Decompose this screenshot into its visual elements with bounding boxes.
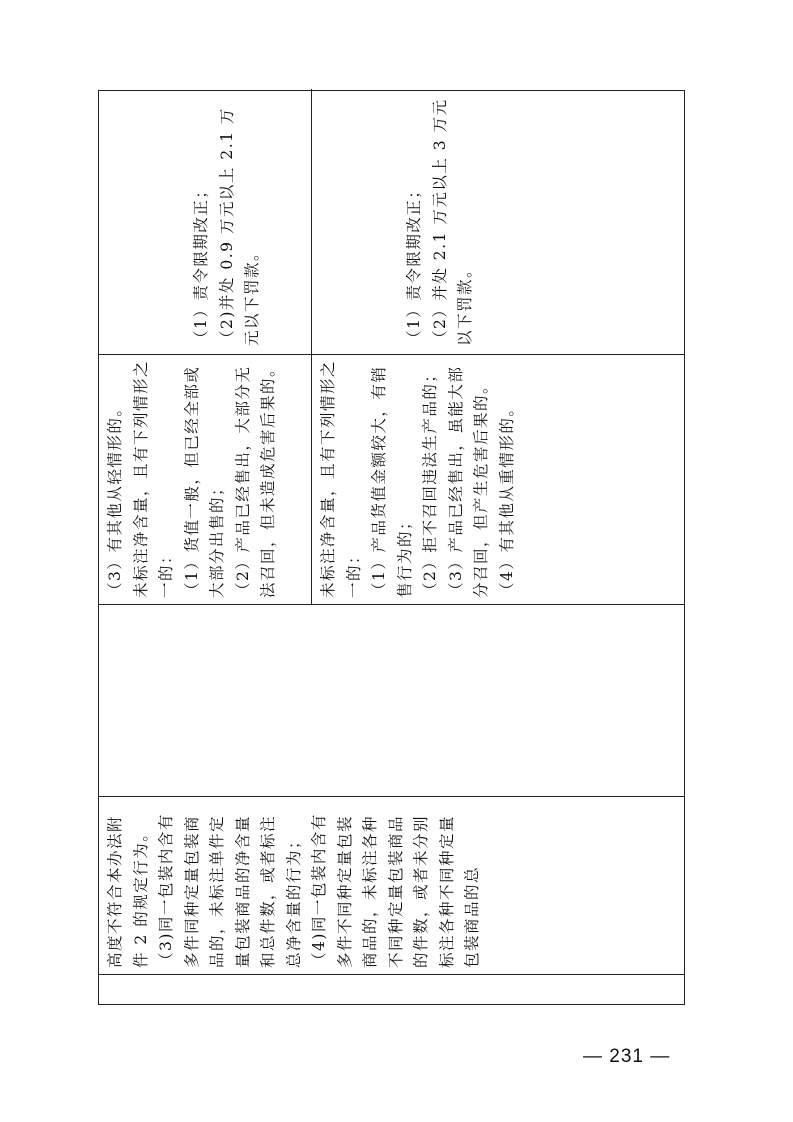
circumstances-text-2: 未标注净含量，且有下列情形之一的： （1）产品货值金额较大，有销售行为的； （2）拒不召回违法生产品的； （3）产品已经售出，虽能大部分召回，但产生危害后果的。 （4）有其他从重情形的。 [319, 359, 516, 598]
penalty-row-light [99, 89, 312, 354]
penalty-text-1: （1）责令限期改正； （2)并处 0.9 万元以上 2.1 万元以下罚款。 [192, 107, 261, 346]
column-penalty [99, 89, 684, 354]
circumstances-row-light [99, 355, 312, 604]
circumstances-row-heavy [312, 355, 686, 604]
column-circumstances [99, 354, 684, 604]
table-frame [98, 90, 685, 1005]
column-index [99, 974, 684, 1004]
penalty-table [98, 90, 685, 1005]
column-empty [99, 604, 684, 796]
circumstances-text-1: （3）有其他从轻情形的。 未标注净含量，且有下列情形之一的： （1）货值一般，但已经全部或大部分出售的； （2）产品已经售出，大部分无法召回，但未造成危害后果的。 [106, 359, 277, 598]
violation-text: 高度不符合本办法附件 2 的规定行为。 （3)同一包装内含有多件同种定量包装商品的，未标注单件定量包装商品的净含量和总件数，或者标注总净含量的行为； （4)同一包装内含有多件不同种定量包装商品的，未标注各种不同种定量包装商品的件数，或者未分别标注各种不同种定量包装商品的总 [106, 813, 481, 968]
penalty-text-2: （1）责令限期改正； （2）并处 2.1 万元以上 3 万元以下罚款。 [405, 98, 474, 346]
page-number: — 231 — [583, 1046, 671, 1067]
penalty-row-heavy [312, 89, 686, 354]
column-violation [99, 796, 684, 974]
